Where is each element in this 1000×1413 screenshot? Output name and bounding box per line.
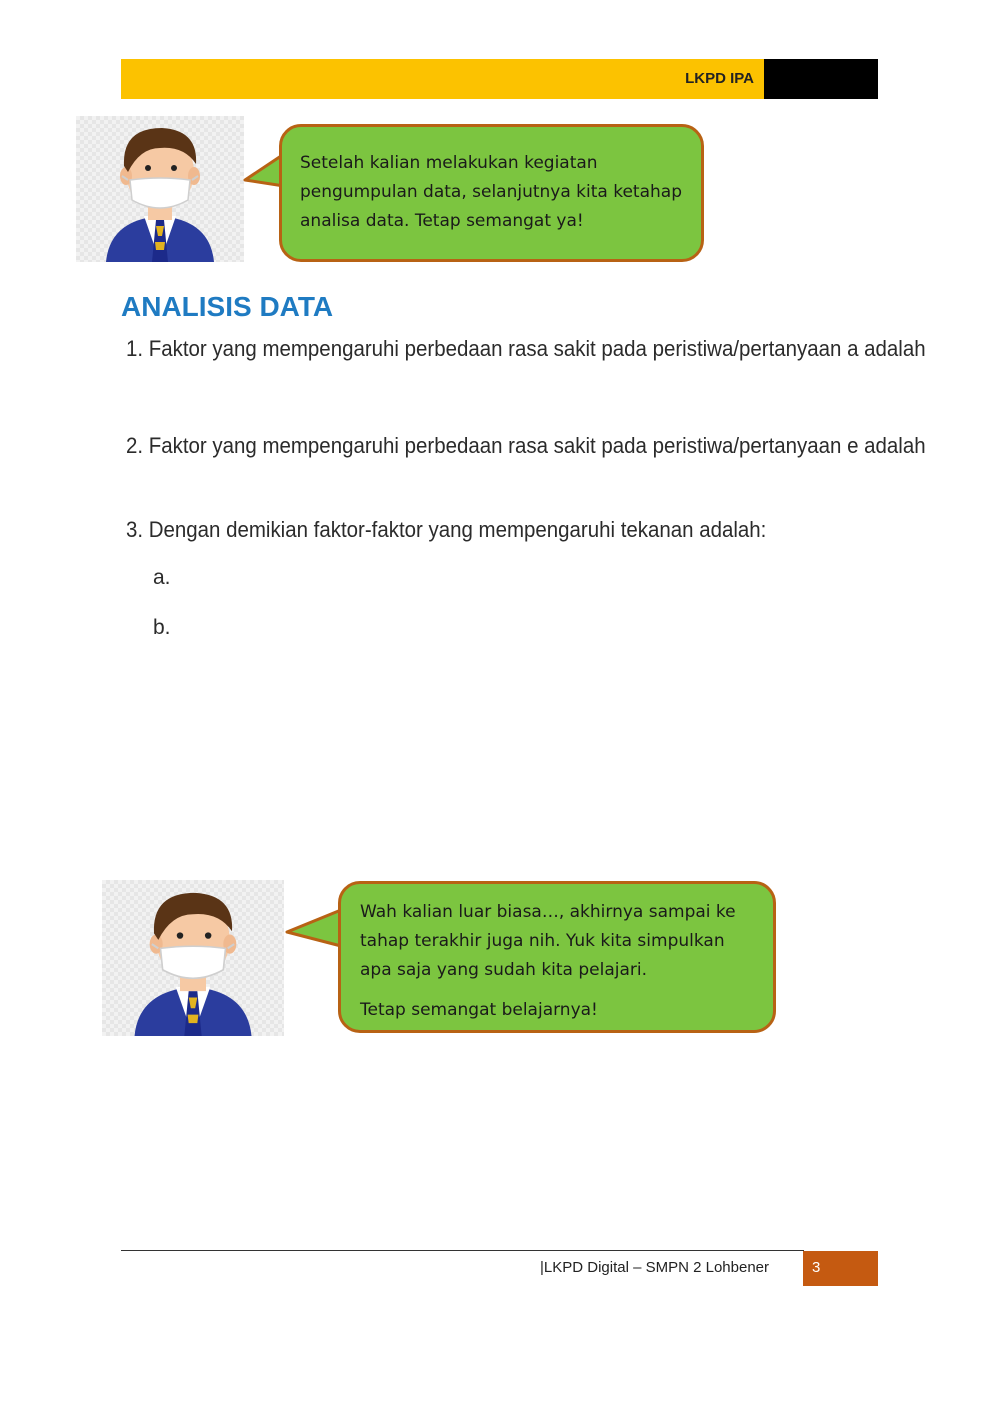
header-title: LKPD IPA <box>685 70 754 87</box>
bubble-bottom-line-3: apa saja yang sudah kita pelajari. <box>360 960 648 980</box>
student-avatar-bottom <box>102 880 284 1036</box>
student-illustration <box>76 116 244 262</box>
header-bar <box>121 59 878 99</box>
footer-divider <box>121 1250 804 1251</box>
bubble-top-line-3: analisa data. Tetap semangat ya! <box>300 211 584 231</box>
page-number: 3 <box>812 1259 821 1276</box>
student-illustration <box>102 880 284 1036</box>
section-title: ANALISIS DATA <box>121 291 334 322</box>
page-number-box <box>803 1251 878 1286</box>
speech-bubble-bottom <box>338 881 776 1033</box>
question-2: 2. Faktor yang mempengaruhi perbedaan rasa sakit pada peristiwa/pertanyaan e adalah <box>126 433 926 458</box>
bubble-top-line-1: Setelah kalian melakukan kegiatan <box>300 153 598 173</box>
answer-item-a: a. <box>153 566 171 589</box>
bubble-bottom-line-1: Wah kalian luar biasa…, akhirnya sampai ke <box>360 902 736 922</box>
header-black-band <box>764 59 878 99</box>
answer-item-b: b. <box>153 616 171 639</box>
bubble-bottom-closing: Tetap semangat belajarnya! <box>360 1000 598 1020</box>
header-yellow-band <box>121 59 764 99</box>
bubble-top-line-2: pengumpulan data, selanjutnya kita ketahap <box>300 182 683 202</box>
question-3: 3. Dengan demikian faktor-faktor yang mempengaruhi tekanan adalah: <box>126 517 767 542</box>
bubble-tail-bottom <box>284 906 342 950</box>
question-1: 1. Faktor yang mempengaruhi perbedaan rasa sakit pada peristiwa/pertanyaan a adalah <box>126 336 926 361</box>
student-avatar-top <box>76 116 244 262</box>
bubble-bottom-line-2: tahap terakhir juga nih. Yuk kita simpulkan <box>360 931 725 951</box>
footer-text: |LKPD Digital – SMPN 2 Lohbener <box>540 1259 770 1276</box>
speech-bubble-top <box>279 124 704 262</box>
